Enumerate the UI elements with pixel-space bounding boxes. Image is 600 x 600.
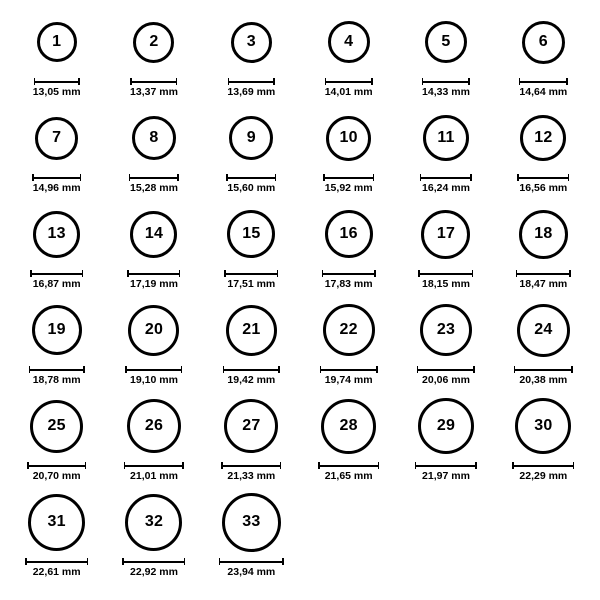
ring-diameter-label: 20,70 mm xyxy=(32,470,81,482)
dimension-tick-right-icon xyxy=(573,462,575,469)
ring-size-cell[interactable] xyxy=(397,298,494,394)
ring-diameter-label: 14,33 mm xyxy=(422,86,470,98)
dimension-line-icon xyxy=(219,558,284,565)
ring-diameter-label: 18,78 mm xyxy=(32,374,81,386)
dimension-tick-left-icon xyxy=(422,78,424,85)
ring-circle-wrapper xyxy=(127,394,181,458)
ring-size-number: 29 xyxy=(436,417,456,434)
dimension-tick-left-icon xyxy=(516,270,518,277)
ring-size-number: 8 xyxy=(149,129,159,146)
dimension-line-icon xyxy=(125,366,182,373)
dimension-tick-right-icon xyxy=(80,174,82,181)
ring-circle-wrapper xyxy=(522,10,565,74)
ring-size-cell[interactable] xyxy=(495,298,592,394)
dimension-tick-left-icon xyxy=(30,270,32,277)
dimension-annotation xyxy=(227,78,275,98)
dimension-line-icon xyxy=(130,78,177,85)
dimension-line-icon xyxy=(514,366,573,373)
dimension-line-icon xyxy=(122,558,185,565)
dimension-annotation xyxy=(32,174,81,194)
ring-size-number: 27 xyxy=(242,417,261,434)
dimension-tick-right-icon xyxy=(277,270,279,277)
ring-size-cell[interactable] xyxy=(105,394,202,490)
ring-size-number: 6 xyxy=(538,33,548,50)
ring-size-cell[interactable] xyxy=(397,106,494,202)
ring-diameter-label: 20,06 mm xyxy=(422,374,470,386)
ring-size-number: 11 xyxy=(437,129,455,146)
ring-circle-wrapper xyxy=(325,202,373,266)
ring-size-number: 30 xyxy=(534,417,553,434)
ring-circle-wrapper xyxy=(226,298,277,362)
ring-circle-icon xyxy=(328,21,370,63)
ring-size-cell[interactable] xyxy=(105,490,202,586)
dimension-tick-left-icon xyxy=(125,366,127,373)
dimension-tick-left-icon xyxy=(517,174,519,181)
dimension-annotation xyxy=(30,270,83,290)
dimension-annotation xyxy=(420,174,472,194)
dimension-tick-right-icon xyxy=(378,462,380,469)
dimension-tick-left-icon xyxy=(124,462,126,469)
ring-size-number: 9 xyxy=(246,129,256,146)
ring-circle-wrapper xyxy=(418,394,474,458)
ring-circle-icon xyxy=(522,21,565,64)
ring-circle-wrapper xyxy=(520,106,566,170)
dimension-tick-left-icon xyxy=(418,270,420,277)
ring-circle-wrapper xyxy=(130,202,177,266)
ring-size-number: 10 xyxy=(339,129,358,146)
ring-circle-icon xyxy=(33,211,80,258)
dimension-annotation xyxy=(422,78,470,98)
ring-circle-icon xyxy=(130,211,177,258)
ring-diameter-label: 15,28 mm xyxy=(130,182,178,194)
dimension-annotation xyxy=(223,366,280,386)
ring-diameter-label: 21,65 mm xyxy=(324,470,373,482)
ring-size-cell[interactable] xyxy=(495,394,592,490)
ring-size-number: 33 xyxy=(242,513,261,530)
ring-diameter-label: 17,83 mm xyxy=(324,278,373,290)
dimension-annotation xyxy=(224,270,278,290)
dimension-annotation xyxy=(519,78,568,98)
dimension-line-icon xyxy=(34,78,80,85)
ring-size-cell[interactable] xyxy=(300,298,397,394)
ring-circle-icon xyxy=(127,399,181,453)
dimension-tick-right-icon xyxy=(376,366,378,373)
dimension-tick-left-icon xyxy=(34,78,36,85)
dimension-line-icon xyxy=(323,174,374,181)
ring-circle-wrapper xyxy=(423,106,469,170)
ring-size-number: 18 xyxy=(534,225,553,242)
ring-size-cell[interactable] xyxy=(300,202,397,298)
dimension-tick-left-icon xyxy=(29,366,31,373)
dimension-annotation xyxy=(325,78,373,98)
dimension-line-icon xyxy=(30,270,83,277)
dimension-annotation xyxy=(512,462,574,482)
dimension-line-icon xyxy=(25,558,88,565)
dimension-annotation xyxy=(418,270,473,290)
ring-circle-wrapper xyxy=(133,10,174,74)
dimension-tick-right-icon xyxy=(179,270,181,277)
ring-diameter-label: 16,87 mm xyxy=(32,278,81,290)
dimension-annotation xyxy=(323,174,374,194)
ring-size-number: 32 xyxy=(144,513,164,530)
ring-circle-wrapper xyxy=(229,106,273,170)
ring-diameter-label: 15,92 mm xyxy=(324,182,373,194)
ring-diameter-label: 13,69 mm xyxy=(227,86,276,98)
ring-diameter-label: 20,38 mm xyxy=(519,374,568,386)
ring-size-cell[interactable] xyxy=(203,106,300,202)
ring-diameter-label: 18,15 mm xyxy=(422,278,470,290)
ring-size-number: 23 xyxy=(436,321,456,338)
ring-size-cell[interactable] xyxy=(495,106,592,202)
ring-circle-icon xyxy=(32,305,82,355)
ring-size-number: 15 xyxy=(242,225,261,242)
dimension-tick-left-icon xyxy=(130,78,132,85)
dimension-tick-right-icon xyxy=(83,366,85,373)
ring-circle-icon xyxy=(515,398,571,454)
dimension-tick-left-icon xyxy=(219,558,221,565)
ring-circle-wrapper xyxy=(515,394,571,458)
ring-size-number: 7 xyxy=(52,129,62,146)
dimension-annotation xyxy=(221,462,281,482)
ring-size-cell[interactable] xyxy=(105,298,202,394)
dimension-tick-right-icon xyxy=(181,366,183,373)
ring-circle-wrapper xyxy=(132,106,176,170)
ring-size-cell[interactable] xyxy=(105,10,202,106)
dimension-line-icon xyxy=(516,270,571,277)
dimension-annotation xyxy=(226,174,276,194)
dimension-tick-right-icon xyxy=(280,462,282,469)
dimension-line-icon xyxy=(127,270,180,277)
dimension-line-icon xyxy=(318,462,379,469)
ring-circle-wrapper xyxy=(425,10,467,74)
ring-size-number: 13 xyxy=(47,225,66,242)
ring-size-cell[interactable] xyxy=(105,202,202,298)
dimension-tick-left-icon xyxy=(221,462,223,469)
ring-circle-wrapper xyxy=(37,10,77,74)
dimension-line-icon xyxy=(325,78,373,85)
ring-circle-icon xyxy=(28,494,85,551)
ring-size-cell[interactable] xyxy=(397,10,494,106)
ring-size-cell[interactable] xyxy=(495,202,592,298)
dimension-tick-right-icon xyxy=(85,462,87,469)
dimension-tick-left-icon xyxy=(512,462,514,469)
dimension-tick-left-icon xyxy=(122,558,124,565)
ring-size-cell[interactable] xyxy=(397,394,494,490)
dimension-annotation xyxy=(318,462,379,482)
ring-circle-wrapper xyxy=(30,394,83,458)
ring-size-cell[interactable] xyxy=(300,394,397,490)
ring-circle-icon xyxy=(321,399,376,454)
dimension-annotation xyxy=(320,366,378,386)
dimension-line-icon xyxy=(228,78,275,85)
ring-size-number: 20 xyxy=(144,321,164,338)
ring-size-number: 5 xyxy=(441,33,451,50)
ring-circle-wrapper xyxy=(128,298,179,362)
ring-diameter-label: 21,01 mm xyxy=(130,470,178,482)
ring-size-number: 28 xyxy=(339,417,358,434)
dimension-tick-right-icon xyxy=(571,366,573,373)
dimension-tick-left-icon xyxy=(514,366,516,373)
dimension-annotation xyxy=(516,270,571,290)
dimension-tick-left-icon xyxy=(226,174,228,181)
ring-circle-icon xyxy=(224,399,278,453)
dimension-tick-right-icon xyxy=(182,462,184,469)
ring-circle-icon xyxy=(35,117,78,160)
dimension-tick-left-icon xyxy=(27,462,29,469)
dimension-tick-right-icon xyxy=(275,174,277,181)
dimension-tick-left-icon xyxy=(127,270,129,277)
dimension-annotation xyxy=(417,366,475,386)
ring-circle-wrapper xyxy=(517,298,570,362)
ring-size-cell[interactable] xyxy=(8,202,105,298)
ring-size-number: 4 xyxy=(344,33,354,50)
dimension-annotation xyxy=(29,366,85,386)
ring-circle-wrapper xyxy=(222,490,281,554)
dimension-line-icon xyxy=(221,462,281,469)
ring-diameter-label: 13,05 mm xyxy=(32,86,81,98)
ring-diameter-label: 22,61 mm xyxy=(32,566,81,578)
ring-size-number: 16 xyxy=(339,225,358,242)
ring-size-number: 21 xyxy=(242,321,261,338)
dimension-tick-right-icon xyxy=(78,78,80,85)
ring-circle-wrapper xyxy=(326,106,371,170)
ring-circle-wrapper xyxy=(33,202,80,266)
ring-circle-icon xyxy=(323,304,375,356)
ring-circle-icon xyxy=(421,210,470,259)
ring-circle-icon xyxy=(30,400,83,453)
dimension-annotation xyxy=(415,462,477,482)
dimension-tick-right-icon xyxy=(176,78,178,85)
ring-diameter-label: 22,29 mm xyxy=(519,470,568,482)
dimension-tick-right-icon xyxy=(468,78,470,85)
ring-size-cell[interactable] xyxy=(300,106,397,202)
dimension-line-icon xyxy=(32,174,81,181)
dimension-line-icon xyxy=(223,366,280,373)
ring-circle-icon xyxy=(226,305,277,356)
ring-diameter-label: 18,47 mm xyxy=(519,278,568,290)
ring-circle-wrapper xyxy=(231,10,272,74)
dimension-line-icon xyxy=(224,270,278,277)
dimension-line-icon xyxy=(129,174,179,181)
ring-size-number: 1 xyxy=(52,33,62,50)
dimension-line-icon xyxy=(417,366,475,373)
dimension-tick-left-icon xyxy=(320,366,322,373)
ring-circle-icon xyxy=(517,304,570,357)
ring-diameter-label: 19,74 mm xyxy=(324,374,373,386)
dimension-tick-right-icon xyxy=(373,174,375,181)
dimension-tick-left-icon xyxy=(417,366,419,373)
ring-diameter-label: 22,92 mm xyxy=(130,566,178,578)
dimension-tick-left-icon xyxy=(322,270,324,277)
ring-size-cell[interactable] xyxy=(8,10,105,106)
dimension-line-icon xyxy=(415,462,477,469)
dimension-tick-right-icon xyxy=(470,174,472,181)
ring-diameter-label: 14,01 mm xyxy=(324,86,373,98)
ring-circle-icon xyxy=(128,305,179,356)
ring-size-number: 22 xyxy=(339,321,358,338)
dimension-tick-right-icon xyxy=(371,78,373,85)
ring-circle-wrapper xyxy=(32,298,82,362)
ring-circle-wrapper xyxy=(227,202,275,266)
dimension-tick-right-icon xyxy=(374,270,376,277)
dimension-annotation xyxy=(33,78,81,98)
ring-size-cell[interactable] xyxy=(105,106,202,202)
ring-circle-icon xyxy=(425,21,467,63)
dimension-line-icon xyxy=(420,174,472,181)
dimension-annotation xyxy=(129,174,179,194)
ring-circle-icon xyxy=(418,398,474,454)
dimension-line-icon xyxy=(512,462,574,469)
dimension-annotation xyxy=(517,174,569,194)
ring-circle-wrapper xyxy=(224,394,278,458)
dimension-tick-left-icon xyxy=(223,366,225,373)
ring-circle-icon xyxy=(520,115,566,161)
ring-circle-icon xyxy=(229,116,273,160)
dimension-line-icon xyxy=(517,174,569,181)
ring-diameter-label: 14,96 mm xyxy=(32,182,81,194)
dimension-annotation xyxy=(25,558,88,578)
ring-size-cell[interactable] xyxy=(203,490,300,586)
ring-circle-wrapper xyxy=(125,490,182,554)
ring-size-cell[interactable] xyxy=(8,106,105,202)
ring-size-cell[interactable] xyxy=(8,298,105,394)
ring-circle-icon xyxy=(37,22,77,62)
dimension-tick-left-icon xyxy=(415,462,417,469)
ring-circle-icon xyxy=(231,22,272,63)
ring-size-number: 24 xyxy=(534,321,553,338)
dimension-tick-right-icon xyxy=(566,78,568,85)
dimension-annotation xyxy=(322,270,376,290)
ring-size-cell[interactable] xyxy=(203,202,300,298)
dimension-tick-right-icon xyxy=(87,558,89,565)
dimension-annotation xyxy=(514,366,573,386)
ring-size-number: 3 xyxy=(246,33,256,50)
ring-circle-icon xyxy=(423,115,469,161)
ring-size-cell[interactable] xyxy=(203,10,300,106)
dimension-tick-left-icon xyxy=(519,78,521,85)
ring-circle-wrapper xyxy=(421,202,470,266)
ring-diameter-label: 21,33 mm xyxy=(227,470,276,482)
dimension-annotation xyxy=(27,462,86,482)
ring-diameter-label: 19,10 mm xyxy=(130,374,178,386)
ring-size-cell[interactable] xyxy=(203,298,300,394)
ring-circle-icon xyxy=(227,210,275,258)
ring-circle-wrapper xyxy=(420,298,472,362)
ring-diameter-label: 21,97 mm xyxy=(422,470,470,482)
ring-size-number: 17 xyxy=(436,225,456,242)
dimension-line-icon xyxy=(422,78,470,85)
dimension-tick-right-icon xyxy=(177,174,179,181)
dimension-tick-left-icon xyxy=(228,78,230,85)
dimension-tick-right-icon xyxy=(568,174,570,181)
ring-circle-wrapper xyxy=(519,202,568,266)
dimension-tick-right-icon xyxy=(278,366,280,373)
ring-circle-wrapper xyxy=(35,106,78,170)
dimension-line-icon xyxy=(519,78,568,85)
ring-circle-wrapper xyxy=(28,490,85,554)
ring-circle-icon xyxy=(125,494,182,551)
ring-size-number: 25 xyxy=(47,417,66,434)
ring-size-cell[interactable] xyxy=(300,10,397,106)
ring-size-number: 14 xyxy=(144,225,164,242)
ring-size-cell[interactable] xyxy=(495,10,592,106)
dimension-tick-left-icon xyxy=(323,174,325,181)
ring-circle-icon xyxy=(326,116,371,161)
dimension-tick-left-icon xyxy=(420,174,422,181)
dimension-annotation xyxy=(124,462,184,482)
dimension-tick-left-icon xyxy=(318,462,320,469)
dimension-tick-right-icon xyxy=(475,462,477,469)
ring-size-cell[interactable] xyxy=(8,490,105,586)
dimension-tick-right-icon xyxy=(82,270,84,277)
dimension-tick-left-icon xyxy=(25,558,27,565)
ring-circle-wrapper xyxy=(323,298,375,362)
ring-size-number: 12 xyxy=(534,129,553,146)
dimension-annotation xyxy=(122,558,185,578)
dimension-line-icon xyxy=(418,270,473,277)
dimension-tick-right-icon xyxy=(472,270,474,277)
dimension-annotation xyxy=(125,366,182,386)
ring-diameter-label: 15,60 mm xyxy=(227,182,276,194)
ring-diameter-label: 19,42 mm xyxy=(227,374,276,386)
ring-diameter-label: 16,56 mm xyxy=(519,182,568,194)
ring-diameter-label: 17,19 mm xyxy=(130,278,178,290)
ring-circle-icon xyxy=(325,210,373,258)
ring-circle-icon xyxy=(132,116,176,160)
dimension-tick-right-icon xyxy=(282,558,284,565)
dimension-line-icon xyxy=(226,174,276,181)
ring-size-number: 19 xyxy=(47,321,66,338)
ring-size-cell[interactable] xyxy=(8,394,105,490)
dimension-line-icon xyxy=(322,270,376,277)
dimension-tick-left-icon xyxy=(325,78,327,85)
ring-circle-icon xyxy=(133,22,174,63)
ring-diameter-label: 23,94 mm xyxy=(227,566,276,578)
dimension-tick-left-icon xyxy=(129,174,131,181)
ring-diameter-label: 16,24 mm xyxy=(422,182,470,194)
ring-circle-icon xyxy=(222,493,281,552)
ring-circle-wrapper xyxy=(328,10,370,74)
dimension-line-icon xyxy=(29,366,85,373)
dimension-tick-right-icon xyxy=(569,270,571,277)
ring-circle-icon xyxy=(519,210,568,259)
ring-diameter-label: 14,64 mm xyxy=(519,86,568,98)
ring-diameter-label: 13,37 mm xyxy=(130,86,178,98)
dimension-tick-right-icon xyxy=(184,558,186,565)
ring-size-cell[interactable] xyxy=(397,202,494,298)
dimension-line-icon xyxy=(124,462,184,469)
ring-diameter-label: 17,51 mm xyxy=(227,278,276,290)
ring-size-cell[interactable] xyxy=(203,394,300,490)
ring-size-number: 31 xyxy=(47,513,66,530)
dimension-tick-right-icon xyxy=(273,78,275,85)
dimension-line-icon xyxy=(320,366,378,373)
dimension-tick-left-icon xyxy=(224,270,226,277)
ring-size-number: 2 xyxy=(149,33,159,50)
ring-circle-wrapper xyxy=(321,394,376,458)
dimension-annotation xyxy=(219,558,284,578)
dimension-annotation xyxy=(130,78,178,98)
dimension-line-icon xyxy=(27,462,86,469)
dimension-tick-left-icon xyxy=(32,174,34,181)
dimension-tick-right-icon xyxy=(473,366,475,373)
ring-size-number: 26 xyxy=(144,417,164,434)
dimension-annotation xyxy=(127,270,180,290)
ring-circle-icon xyxy=(420,304,472,356)
